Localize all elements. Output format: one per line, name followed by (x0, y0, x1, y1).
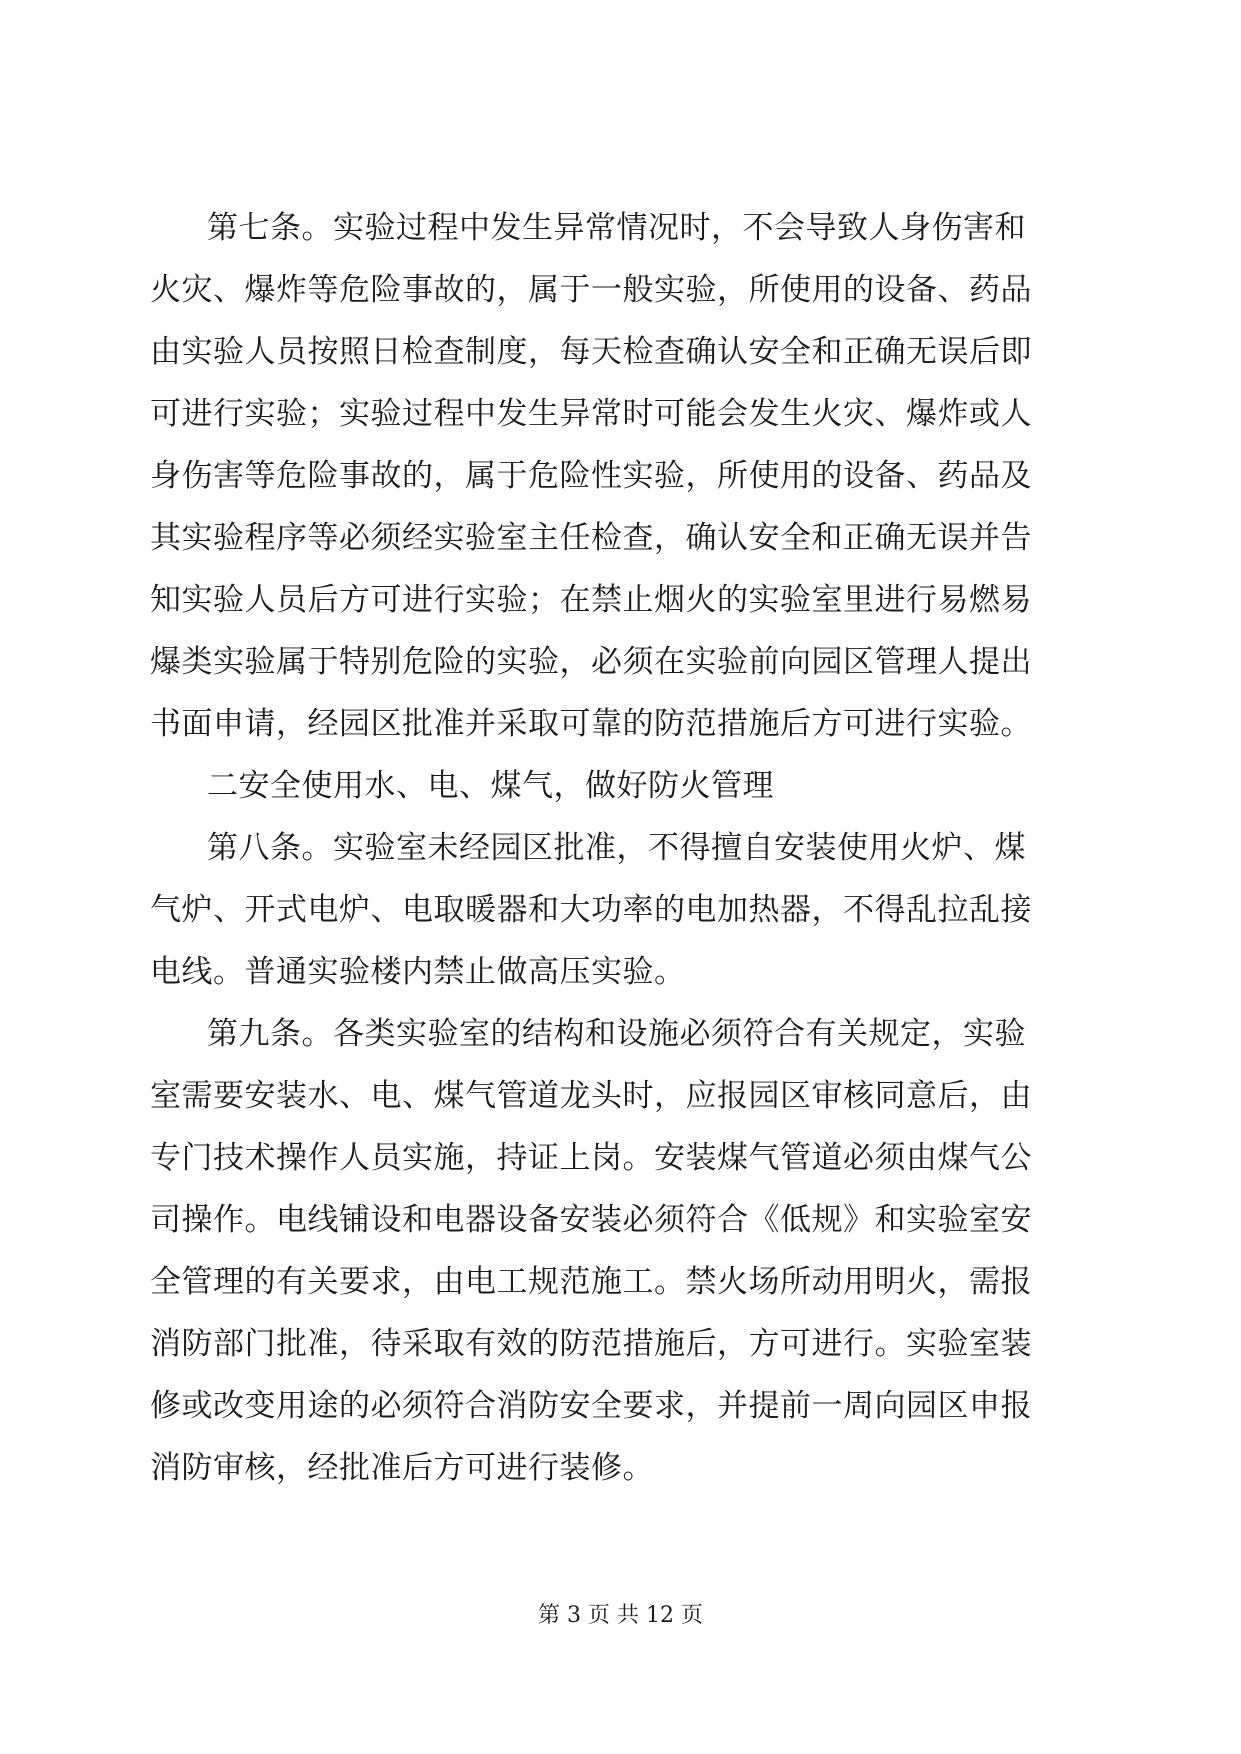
text-line (0, 383, 1241, 445)
text-line (0, 321, 1241, 383)
text-line (0, 259, 1241, 321)
line-text: 第七条。实验过程中发生异常情况时，不会导致人身伤害和 (207, 210, 1026, 246)
text-line (0, 1189, 1241, 1251)
line-text: 消防审核，经批准后方可进行装修。 (150, 1450, 654, 1486)
line-text: 其实验程序等必须经实验室主任检查，确认安全和正确无误并告 (150, 520, 1032, 556)
text-line (0, 1251, 1241, 1313)
line-text: 电线。普通实验楼内禁止做高压实验。 (150, 954, 686, 990)
text-line (0, 197, 1241, 259)
text-line (0, 1313, 1241, 1375)
section-heading (0, 755, 1241, 817)
line-text: 知实验人员后方可进行实验；在禁止烟火的实验室里进行易燃易 (150, 582, 1032, 618)
text-line (0, 693, 1241, 755)
line-text: 爆类实验属于特别危险的实验，必须在实验前向园区管理人提出 (150, 644, 1032, 680)
text-line (0, 1375, 1241, 1437)
line-text: 第九条。各类实验室的结构和设施必须符合有关规定，实验 (207, 1016, 1026, 1052)
text-line (0, 1127, 1241, 1189)
text-line (0, 879, 1241, 941)
line-text: 可进行实验；实验过程中发生异常时可能会发生火灾、爆炸或人 (150, 396, 1032, 432)
line-text: 书面申请，经园区批准并采取可靠的防范措施后方可进行实验。 (150, 706, 1032, 742)
text-line (0, 1437, 1241, 1499)
line-text: 第八条。实验室未经园区批准，不得擅自安装使用火炉、煤 (207, 830, 1026, 866)
text-line (0, 941, 1241, 1003)
line-text: 专门技术操作人员实施，持证上岗。安装煤气管道必须由煤气公 (150, 1140, 1032, 1176)
text-line (0, 445, 1241, 507)
heading-text: 二安全使用水、电、煤气，做好防火管理 (207, 768, 774, 804)
line-text: 气炉、开式电炉、电取暖器和大功率的电加热器，不得乱拉乱接 (150, 892, 1032, 928)
text-line (0, 1003, 1241, 1065)
text-line (0, 569, 1241, 631)
text-line (0, 1065, 1241, 1127)
line-text: 由实验人员按照日检查制度，每天检查确认安全和正确无误后即 (150, 334, 1032, 370)
line-text: 火灾、爆炸等危险事故的，属于一般实验，所使用的设备、药品 (150, 272, 1032, 308)
line-text: 全管理的有关要求，由电工规范施工。禁火场所动用明火，需报 (150, 1264, 1032, 1300)
line-text: 司操作。电线铺设和电器设备安装必须符合《低规》和实验室安 (150, 1202, 1032, 1238)
line-text: 消防部门批准，待采取有效的防范措施后，方可进行。实验室装 (150, 1326, 1032, 1362)
text-line (0, 631, 1241, 693)
line-text: 室需要安装水、电、煤气管道龙头时，应报园区审核同意后，由 (150, 1078, 1032, 1114)
line-text: 修或改变用途的必须符合消防安全要求，并提前一周向园区申报 (150, 1388, 1032, 1424)
text-line (0, 817, 1241, 879)
line-text: 身伤害等危险事故的，属于危险性实验，所使用的设备、药品及 (150, 458, 1032, 494)
text-line (0, 507, 1241, 569)
page-number-footer: 第 3 页 共 12 页 (538, 1603, 703, 1628)
